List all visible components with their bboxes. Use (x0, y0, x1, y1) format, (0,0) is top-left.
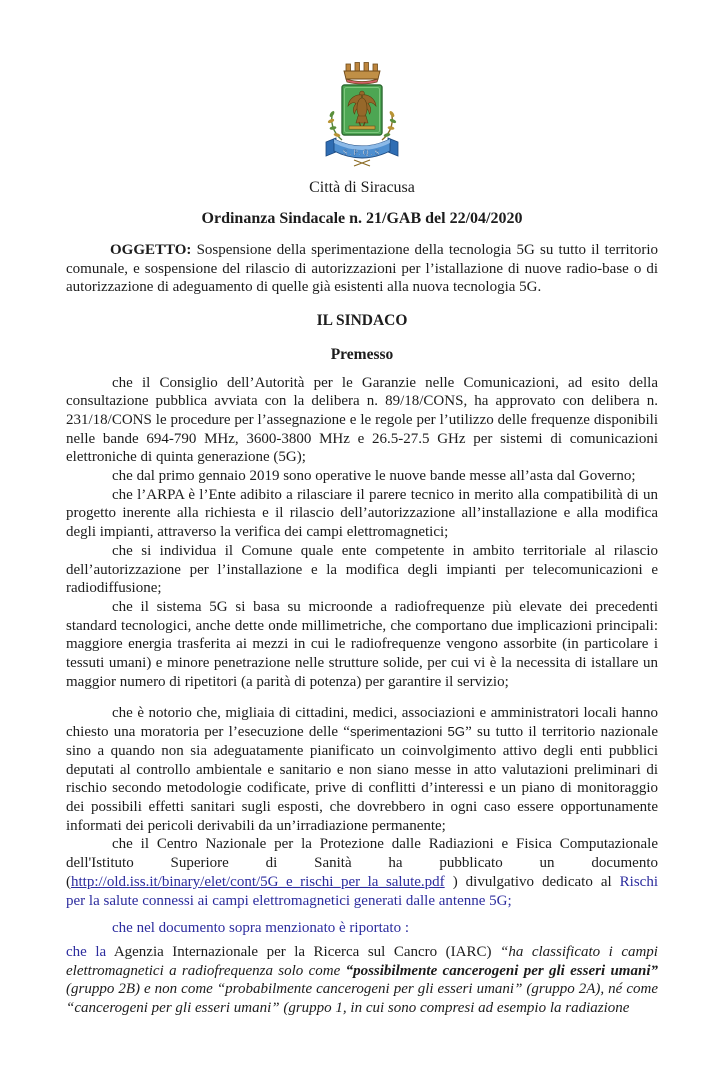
iss-document-link[interactable]: http://old.iss.it/binary/elet/cont/5G_e_rischi_per_la_salute.pdf (71, 873, 445, 890)
premesso-paragraph-3: che l’ARPA è l’Ente adibito a rilasciare il parere tecnico in merito alla compatibilità di un progetto inerente alla richiesta e il rilascio dell’autorizzazione all’installazione e alla modifica degli impianti, attraverso la verifica dei campi elettromagnetici; (66, 486, 658, 541)
premesso-paragraph-4: che si individua il Comune quale ente competente in ambito territoriale al rilascio dell’autorizzazione per l’installazione e la modifica degli impianti per telecomunicazioni e radiodiffusione; (66, 542, 658, 597)
premesso-paragraph-9 (66, 943, 658, 1018)
premesso-paragraph-5: che il sistema 5G si basa su microonde a radiofrequenze più elevate dei precedenti standard tecnologici, anche dette onde millimetriche, che comportano due implicazioni principali: maggiore energia trasferita ai mezzi in cui le radiofrequenze vengono assorbite (in particolare i tessuti umani) e minore penetrazione nelle strutture solide, per cui vi è la necessita di istallare un maggior numero di ripetitori (a parità di potenza) per garantire il servizio; (66, 598, 658, 690)
perch-bar-icon (349, 126, 375, 129)
municipality-name: Città di Siracusa (309, 179, 415, 196)
subject-paragraph (66, 241, 658, 297)
paragraph-9-bold-italic-quote: “possibilmente cancerogeni per gli esseri umani” (345, 962, 658, 979)
premesso-paragraph-7 (66, 835, 658, 910)
paragraph-9-plain: Agenzia Internazionale per la Ricerca sul Cancro (IARC) (113, 943, 500, 960)
paragraph-9-italic-continuation: (gruppo 2B) e non come “probabilmente cancerogeni per gli esseri umani” (gruppo 2A), né come “cancerogeni per gli esseri umani” (gruppo 1, in cui sono compresi ad esempio la radiazione (66, 981, 658, 1017)
premesso-paragraph-8: che nel documento sopra menzionato è riportato : (112, 920, 409, 937)
subject-text: Sospensione della sperimentazione della tecnologia 5G su tutto il territorio comunale, e sospensione del rilascio di autorizzazioni per l’istallazione di nuove radio-base o di autorizzazione di adeguamento di quelle già esistenti alla nuova tecnologia 5G. (66, 242, 658, 296)
paragraph-6-sans-quote: sperimentazioni 5G (349, 724, 466, 740)
premesso-paragraph-6 (66, 704, 658, 835)
paragraph-7-blue-title: Rischi per la salute connessi ai campi elettromagnetici generati dalle antenne 5G; (66, 873, 658, 909)
paragraph-9-italic-quote: “ha classificato i campi elettromagnetici a radiofrequenza solo come (66, 943, 658, 979)
paragraph-7-mid: ) divulgativo dedicato al (444, 873, 620, 890)
ordinance-title: Ordinanza Sindacale n. 21/GAB del 22/04/2020 (201, 210, 523, 227)
crest-motto: S.P.Q.S (342, 148, 382, 157)
premesso-paragraph-2: che dal primo gennaio 2019 sono operative le nuove bande messe all’asta dal Governo; (112, 468, 636, 485)
paragraph-7-lead: che il Centro Nazionale per la Protezione dalle Radiazioni e Fisica Computazionale dell'Istituto Superiore di Sanità ha pubblicato un documento ( (66, 836, 658, 890)
right-branch-icon (382, 110, 397, 140)
siracusa-coat-of-arms-icon (318, 60, 406, 170)
paragraph-9-blue-lead: che la (66, 943, 114, 960)
document-page (0, 60, 724, 1084)
paragraph-6-tail: ” su tutto il territorio nazionale sino a quando non sia adeguatamente pianificato un coinvolgimento attivo degli enti pubblici deputati al controllo ambientale e sanitario e non siano messe in atto valutazioni preliminari di rischio secondo metodologie codificate, prive di conflitti d’interessi e un piano di monitoraggio dei possibili effetti sanitari sugli esposti, che dovrebbero in ogni caso essere opportunamente informati dei pericoli derivabili da un’irradiazione permanente; (66, 724, 658, 834)
paragraph-6-lead: che è notorio che, migliaia di cittadini, medici, associazioni e amministratori locali hanno chiesto una moratoria per l’esecuzione delle “ (66, 705, 658, 741)
heading-il-sindaco: IL SINDACO (316, 312, 408, 330)
subject-label: OGGETTO: (110, 242, 192, 258)
left-branch-icon (327, 110, 342, 140)
premesso-paragraph-1: che il Consiglio dell’Autorità per le Garanzie nelle Comunicazioni, ad esito della consultazione pubblica avviata con la delibera n. 89/18/CONS, ha approvato con delibera n. 231/18/CONS le procedure per l’assegnazione e le regole per l’utilizzo delle frequenze disponibili nelle bande 694-790 MHz, 3600-3800 MHz e 26.5-27.5 GHz per sistemi di comunicazioni elettroniche di quinta generazione (5G); (66, 374, 658, 466)
motto-ribbon-icon (326, 138, 398, 166)
mural-crown-icon (344, 63, 380, 85)
heading-premesso: Premesso (330, 345, 394, 363)
